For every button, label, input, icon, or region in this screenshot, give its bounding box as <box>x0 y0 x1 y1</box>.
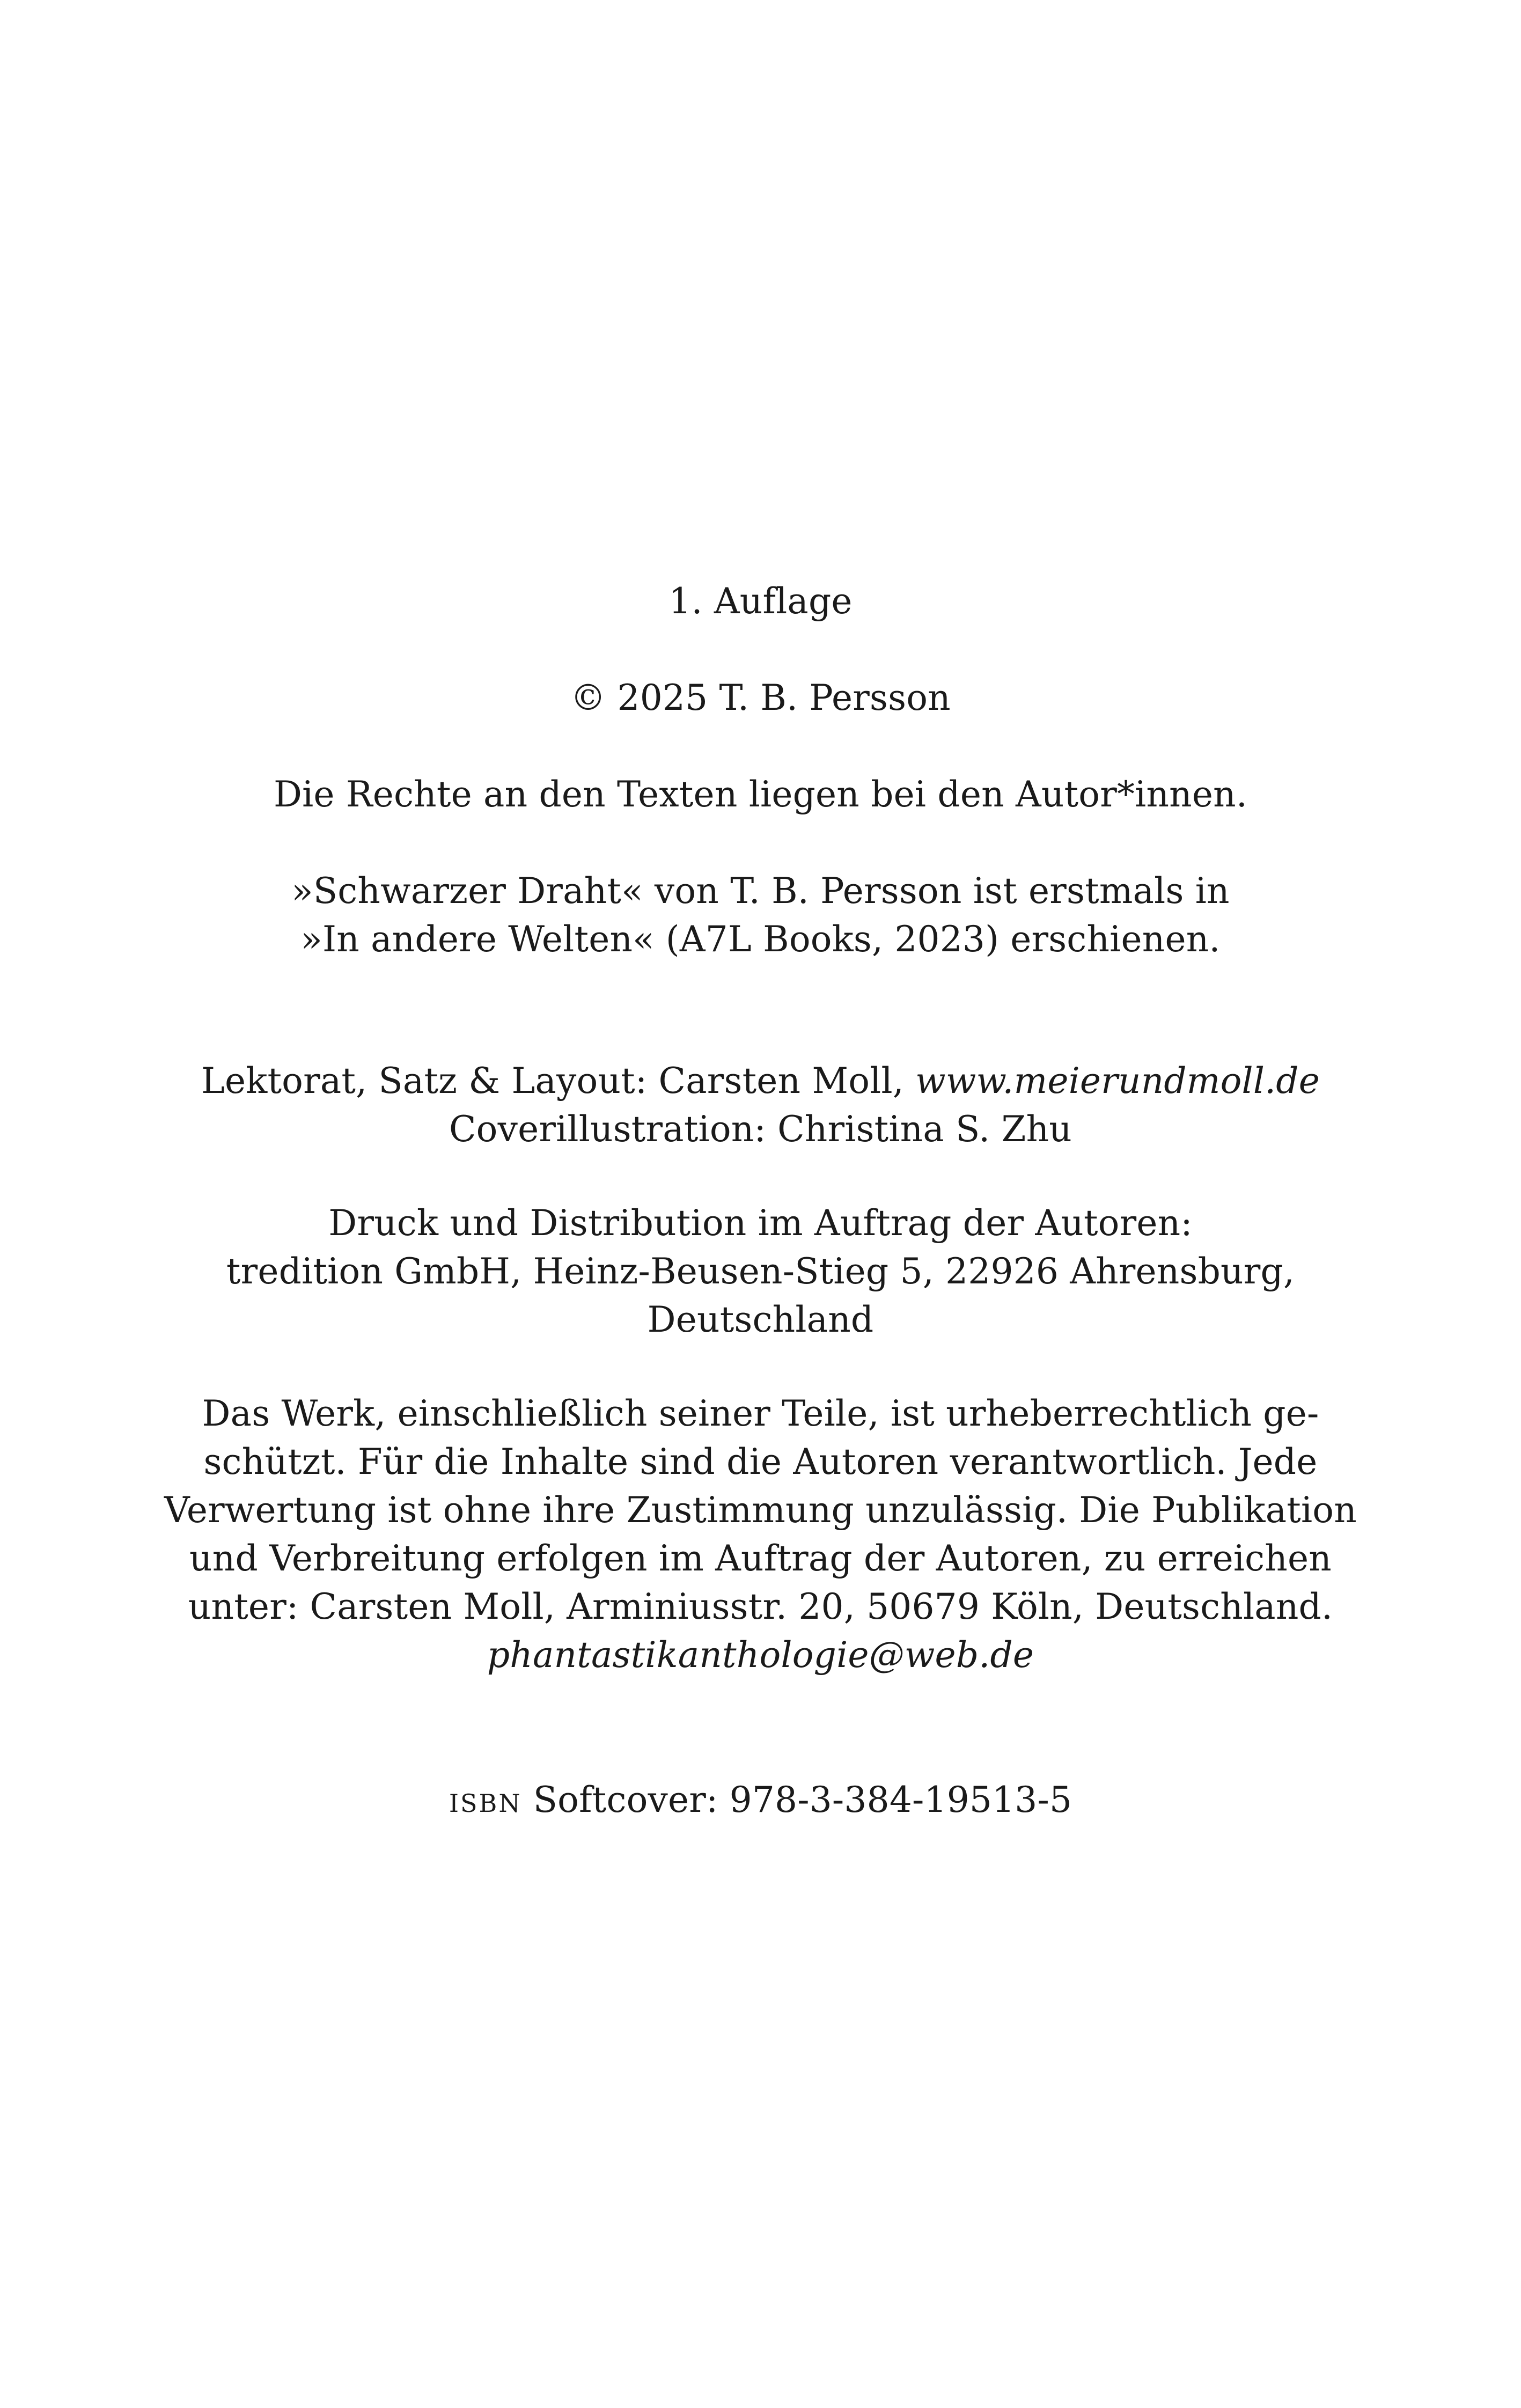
edition-text: 1. Auflage <box>668 581 853 622</box>
copyright-block <box>0 674 1521 722</box>
first-publication-line: »In andere Welten« (A7L Books, 2023) erschienen. <box>300 919 1221 960</box>
legal-notice-line: schützt. Für die Inhalte sind die Autoren verantwortlich. Jede <box>203 1441 1318 1482</box>
editing-credit <box>0 1057 1521 1105</box>
printing-line: Druck und Distribution im Auftrag der Autoren: <box>328 1202 1193 1244</box>
legal-notice-block <box>0 1390 1521 1679</box>
printing-line: Deutschland <box>647 1299 874 1340</box>
isbn-line <box>0 1776 1521 1824</box>
isbn-value: Softcover: 978-3-384-19513-5 <box>521 1779 1072 1820</box>
legal-notice-line: Verwertung ist ohne ihre Zustimmung unzulässig. Die Publikation <box>164 1489 1357 1531</box>
legal-notice-line: Das Werk, einschließlich seiner Teile, ist urheberrechtlich ge- <box>202 1393 1319 1434</box>
editor-website-link[interactable]: www.meierundmoll.de <box>915 1060 1320 1102</box>
printing-block <box>0 1199 1521 1344</box>
first-publication-block <box>0 867 1521 964</box>
copyright-text: © 2025 T. B. Persson <box>570 677 951 718</box>
contact-email-link[interactable]: phantastikanthologie@web.de <box>487 1634 1034 1676</box>
editing-credit-label: Lektorat, Satz & Layout: Carsten Moll, <box>201 1060 916 1102</box>
isbn-label: isbn <box>449 1779 522 1820</box>
edition-block <box>0 577 1521 626</box>
isbn-block <box>0 1776 1521 1824</box>
legal-notice-line: unter: Carsten Moll, Arminiusstr. 20, 50679 Köln, Deutschland. <box>188 1586 1333 1627</box>
cover-credit: Coverillustration: Christina S. Zhu <box>449 1108 1072 1150</box>
rights-block <box>0 770 1521 819</box>
printing-line: tredition GmbH, Heinz-Beusen-Stieg 5, 22926 Ahrensburg, <box>226 1251 1295 1292</box>
legal-notice-line: und Verbreitung erfolgen im Auftrag der Autoren, zu erreichen <box>189 1538 1332 1579</box>
first-publication-line: »Schwarzer Draht« von T. B. Persson ist erstmals in <box>291 870 1230 912</box>
rights-text: Die Rechte an den Texten liegen bei den Autor*innen. <box>273 774 1248 815</box>
credits-block <box>0 1057 1521 1154</box>
